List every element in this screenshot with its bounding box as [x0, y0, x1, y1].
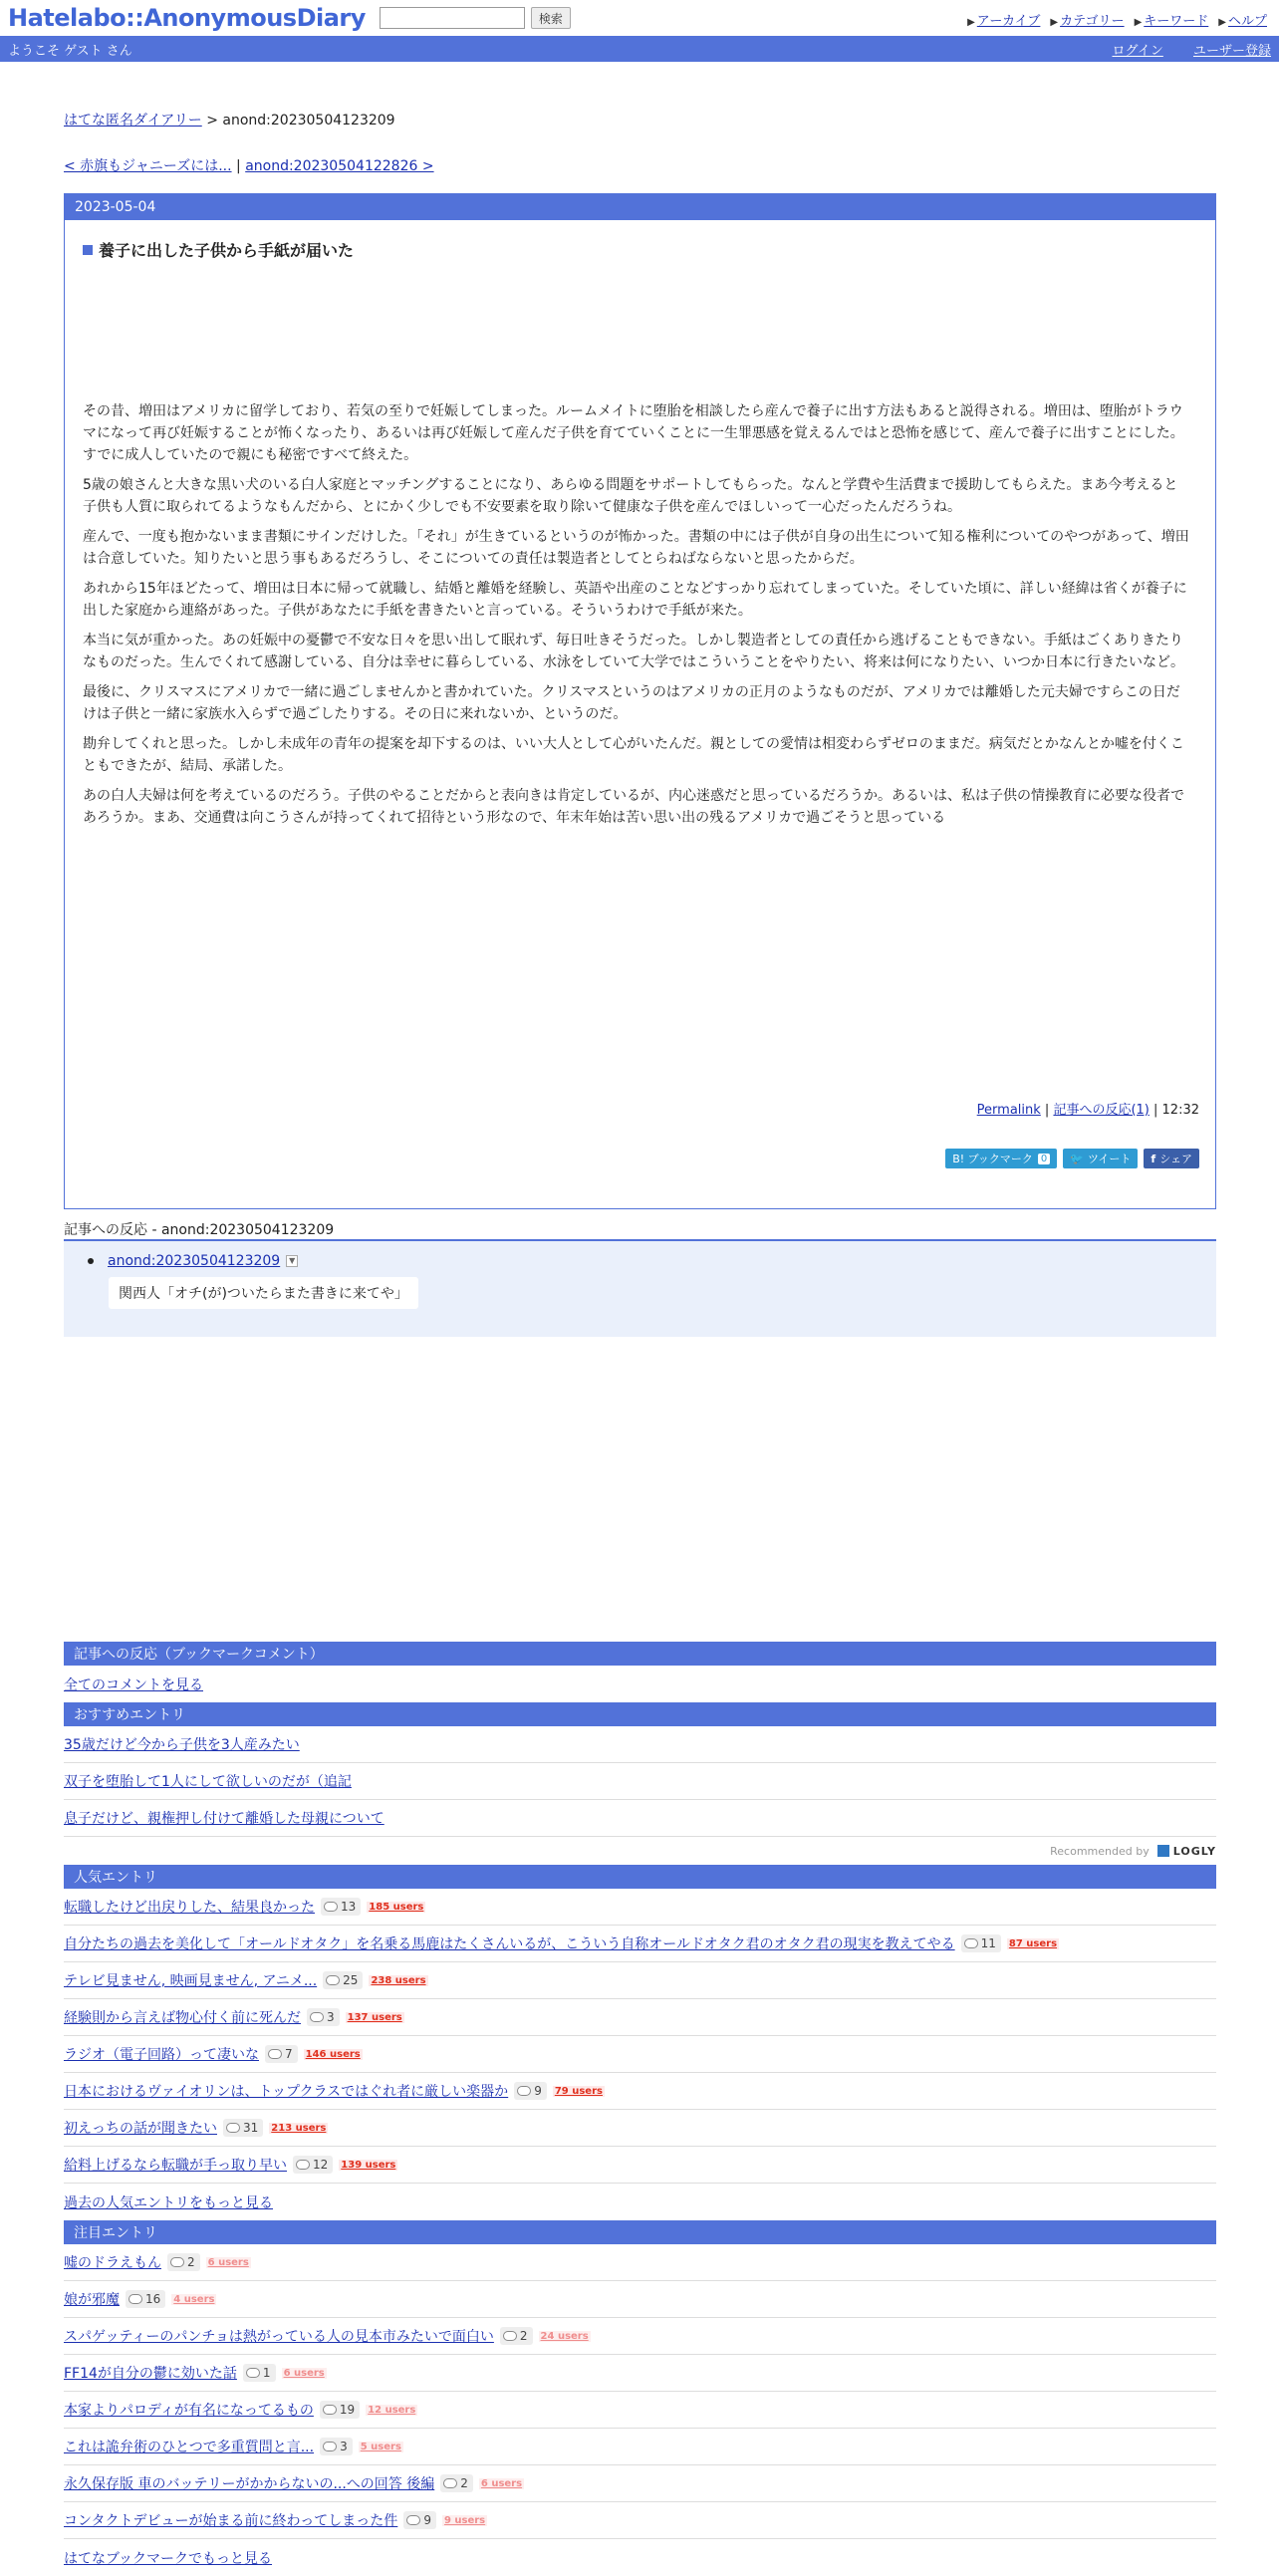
comment-count: 12	[313, 2158, 329, 2172]
notable-entry-link[interactable]: スパゲッティーのパンチョは熱がっている人の見本市みたいで面白い	[64, 2329, 494, 2345]
notable-list	[64, 2244, 1216, 2539]
comment-count: 13	[341, 1900, 357, 1914]
comment-count: 2	[519, 2329, 528, 2343]
comment-count-badge[interactable]	[167, 2253, 200, 2271]
bookmark-users-badge[interactable]: 12 users	[368, 2404, 416, 2416]
breadcrumb	[64, 110, 1216, 129]
bookmark-users-badge[interactable]: 9 users	[443, 2514, 486, 2526]
notable-item	[64, 2429, 1216, 2465]
entry-paragraph: 勘弁してくれと思った。しかし未成年の青年の提案を却下するのは、いい大人として心がいたんだ。親としての愛情は相変わらずゼロのままだ。病気だとかなんとか嘘を付くこともできたが、結局、承諾した。	[83, 736, 1184, 774]
breadcrumb-separator: >	[206, 113, 218, 129]
permalink-link[interactable]: Permalink	[976, 1103, 1041, 1118]
comment-count: 2	[187, 2255, 195, 2269]
speech-bubble-icon	[323, 2405, 337, 2415]
welcome-text: ようこそ ゲスト さん	[8, 43, 132, 59]
arrow-icon: ▶	[1134, 17, 1143, 28]
reactions-link[interactable]: 記事への反応(1)	[1053, 1103, 1150, 1118]
logly-text: LOGLY	[1172, 1844, 1216, 1858]
next-entry-link[interactable]: anond:20230504122826 >	[245, 158, 434, 174]
popular-entry-link[interactable]: 経験則から言えば物心付く前に死んだ	[64, 2010, 301, 2026]
bookmark-users-badge[interactable]: 24 users	[540, 2330, 589, 2342]
prev-entry-link[interactable]: < 赤旗もジャニーズには...	[64, 158, 232, 174]
nav-item-help[interactable]	[1218, 10, 1267, 29]
popular-entry-link[interactable]: 給料上げるなら転職が手っ取り早い	[64, 2158, 287, 2174]
bookmark-users-badge[interactable]: 6 users	[480, 2477, 523, 2489]
entry-title-text: 養子に出した子供から手紙が届いた	[99, 241, 355, 260]
chevron-down-icon[interactable]: ▼	[286, 1255, 298, 1267]
comment-count: 31	[243, 2121, 259, 2135]
bookmark-users-badge[interactable]: 213 users	[271, 2122, 327, 2134]
entry-paragraph: 本当に気が重かった。あの妊娠中の憂鬱で不安な日々を思い出して眠れず、毎日吐きそうだった。しかし製造者としての責任から逃げることもできない。手紙はごくありきたりなものだった。生んでくれて感謝している、自分は幸せに暮らしている、水泳をしていて大学ではこういうことをやりたい、将来は何になりたい、いつか日本に行きたいなど。	[83, 633, 1184, 670]
comment-count: 3	[340, 2440, 348, 2453]
entry-paragraph: その昔、増田はアメリカに留学しており、若気の至りで妊娠してしまった。ルームメイトに堕胎を相談したら産んで養子に出す方法もあると説得される。増田は、堕胎がトラウマになって再び妊娠することが怖くなったり、あるいは再び妊娠して産んだ子供を育てていくことに一生罪悪感を覚えるんではと恐怖を感じて、産んで養子に出すことにした。すでに成人していたので親にも秘密ですべて終えた。	[83, 403, 1184, 463]
comment-count-badge[interactable]	[440, 2474, 473, 2492]
entry-body	[83, 400, 1189, 829]
comment-count: 2	[460, 2476, 468, 2490]
comment-count-badge[interactable]	[265, 2045, 298, 2063]
entry-paragraph: あれから15年ほどたって、増田は日本に帰って就職し、結婚と離婚を経験し、英語や出産のことなどすっかり忘れてしまっていた。そしていた頃に、詳しい経緯は省くが養子に出した家庭から連絡があった。子供があなたに手紙を書きたいと言っている。そういうわけで手紙が来た。	[83, 581, 1187, 619]
comment-count: 9	[423, 2513, 431, 2527]
notable-entry-link[interactable]: 嘘のドラえもん	[64, 2255, 161, 2271]
entry-meta: Permalink | 記事への反応(1) | 12:32	[976, 1103, 1199, 1118]
reactions-heading: 記事への反応 - anond:20230504123209	[64, 1219, 1216, 1241]
main-content	[64, 110, 1216, 2576]
popular-entry-link[interactable]: 日本におけるヴァイオリンは、トップクラスではぐれ者に厳しい楽器か	[64, 2084, 509, 2100]
pager-separator: |	[236, 158, 241, 174]
recommended-item	[64, 1800, 1216, 1837]
comment-count-badge[interactable]	[223, 2119, 263, 2137]
bookmark-count: 0	[1038, 1154, 1050, 1164]
bookmark-comments-heading: 記事への反応（ブックマークコメント）	[64, 1642, 1216, 1666]
arrow-icon: ▶	[1050, 17, 1059, 28]
popular-item	[64, 2110, 1216, 2147]
reaction-item	[108, 1253, 1216, 1269]
popular-more-link[interactable]: 過去の人気エントリをもっと見る	[64, 2194, 273, 2211]
speech-bubble-icon	[268, 2049, 282, 2059]
notable-entry-link[interactable]: 娘が邪魔	[64, 2292, 120, 2308]
recommended-item	[64, 1763, 1216, 1800]
notable-entry-link[interactable]: 永久保存版 車のバッテリーがかからないの...への回答 後編	[64, 2476, 435, 2492]
notable-item	[64, 2502, 1216, 2539]
arrow-icon: ▶	[967, 17, 975, 28]
comment-count-badge[interactable]	[320, 2401, 360, 2419]
popular-entry-link[interactable]: 初えっちの話が聞きたい	[64, 2121, 217, 2137]
breadcrumb-current: anond:20230504123209	[222, 113, 395, 129]
pager	[64, 155, 1216, 175]
nav-link-help[interactable]: ヘルプ	[1227, 14, 1267, 29]
notable-heading: 注目エントリ	[64, 2220, 1216, 2244]
see-all-comments-row	[64, 1666, 1216, 1702]
popular-item	[64, 2073, 1216, 2110]
bookmark-button[interactable]	[945, 1149, 1057, 1168]
comment-count-badge[interactable]	[403, 2511, 436, 2529]
entry-permalink-square-icon[interactable]	[83, 245, 93, 255]
bookmark-users-badge[interactable]: 238 users	[371, 1974, 426, 1986]
bookmark-users-badge[interactable]: 5 users	[360, 2441, 401, 2452]
recommended-heading: おすすめエントリ	[64, 1702, 1216, 1726]
notable-entry-link[interactable]: 本家よりパロディが有名になってるもの	[64, 2403, 314, 2419]
bookmark-users-badge[interactable]: 139 users	[341, 2159, 396, 2171]
comment-count: 19	[339, 2403, 356, 2417]
speech-bubble-icon	[246, 2368, 260, 2378]
entry-title	[83, 238, 1215, 261]
recommended-credit	[64, 1837, 1216, 1865]
popular-entry-link[interactable]: ラジオ（電子回路）って凄いな	[64, 2047, 259, 2063]
reactions-list	[64, 1241, 1216, 1337]
comment-count-badge[interactable]	[500, 2327, 533, 2345]
comment-count: 1	[262, 2366, 271, 2380]
notable-entry-link[interactable]: FF14が自分の鬱に効いた話	[64, 2366, 237, 2382]
nav-link-keyword[interactable]: キーワード	[1144, 14, 1209, 29]
tweet-button[interactable]	[1063, 1149, 1138, 1168]
speech-bubble-icon	[323, 2442, 337, 2451]
speech-bubble-icon	[128, 2294, 142, 2304]
recommended-link[interactable]: 双子を堕胎して1人にして欲しいのだが（追記	[64, 1774, 352, 1790]
nav-link-archive[interactable]: アーカイブ	[976, 14, 1041, 29]
bookmark-users-badge[interactable]: 6 users	[207, 2256, 249, 2268]
notable-item	[64, 2355, 1216, 2392]
entry-box	[64, 193, 1216, 1209]
comment-count: 7	[285, 2047, 293, 2061]
notable-item	[64, 2281, 1216, 2318]
speech-bubble-icon	[406, 2515, 420, 2525]
speech-bubble-icon	[324, 1902, 338, 1912]
popular-item	[64, 1962, 1216, 1999]
notable-more-link[interactable]: はてなブックマークでもっと見る	[64, 2550, 273, 2567]
speech-bubble-icon	[503, 2331, 517, 2341]
bookmark-users-badge[interactable]: 4 users	[173, 2293, 215, 2305]
nav-item-category[interactable]	[1050, 10, 1124, 29]
comment-count-badge[interactable]	[323, 1971, 363, 1989]
breadcrumb-root[interactable]: はてな匿名ダイアリー	[64, 113, 202, 129]
comment-count: 11	[980, 1936, 996, 1950]
popular-entry-link[interactable]: 自分たちの過去を美化して「オールドオタク」を名乗る馬鹿はたくさんいるが、こういう自称オールドオタク君のオタク君の現実を教えてやる	[64, 1936, 955, 1952]
comment-count-badge[interactable]	[293, 2156, 333, 2174]
bookmark-users-badge[interactable]: 185 users	[369, 1901, 424, 1913]
bookmark-users-badge[interactable]: 87 users	[1008, 1937, 1058, 1949]
tweet-label: ツイート	[1087, 1153, 1132, 1165]
entry-time: 12:32	[1161, 1103, 1199, 1118]
speech-bubble-icon	[226, 2123, 240, 2133]
popular-list	[64, 1889, 1216, 2184]
search-input[interactable]	[380, 7, 525, 29]
popular-item	[64, 1999, 1216, 2036]
nav-link-category[interactable]: カテゴリー	[1060, 14, 1125, 29]
comment-count-badge[interactable]	[961, 1934, 1001, 1952]
bookmark-users-badge[interactable]: 6 users	[283, 2367, 325, 2379]
notable-entry-link[interactable]: これは詭弁術のひとつで多重質問と言...	[64, 2440, 315, 2455]
comment-count: 3	[327, 2010, 335, 2024]
notable-item	[64, 2244, 1216, 2281]
notable-item	[64, 2318, 1216, 2355]
register-link[interactable]: ユーザー登録	[1192, 43, 1271, 59]
bookmark-users-badge[interactable]: 79 users	[554, 2085, 603, 2097]
speech-bubble-icon	[170, 2257, 184, 2267]
speech-bubble-icon	[517, 2086, 531, 2096]
search-button[interactable]: 検索	[531, 7, 571, 29]
entry-paragraph: 最後に、クリスマスにアメリカで一緒に過ごしませんかと書かれていた。クリスマスというのはアメリカの正月のようなものだが、アメリカでは離婚した元夫婦ですらこの日だけは子供と一緒に家族水入らずで過ごしたりする。その日に来れないか、というのだ。	[83, 684, 1180, 722]
facebook-share-label: シェア	[1159, 1153, 1192, 1165]
ad-spacer	[64, 1337, 1216, 1642]
user-bar	[0, 36, 1279, 62]
popular-item	[64, 2147, 1216, 2184]
popular-item	[64, 1926, 1216, 1962]
popular-entry-link[interactable]: テレビ見ません, 映画見ません, アニメ...	[64, 1973, 318, 1989]
login-link[interactable]: ログイン	[1112, 43, 1163, 59]
notable-item	[64, 2392, 1216, 2429]
credit-text: Recommended by	[1050, 1844, 1150, 1858]
comment-count-badge[interactable]	[321, 1898, 361, 1916]
comment-count: 9	[534, 2084, 542, 2098]
speech-bubble-icon	[310, 2012, 324, 2022]
comment-count-badge[interactable]	[320, 2438, 353, 2455]
comment-count: 25	[343, 1973, 359, 1987]
speech-bubble-icon	[443, 2478, 457, 2488]
see-all-comments-link[interactable]: 全てのコメントを見る	[64, 1676, 203, 1693]
bookmark-label: B! ブックマーク	[952, 1153, 1033, 1165]
recommended-item	[64, 1726, 1216, 1763]
entry-date: 2023-05-04	[65, 194, 1215, 220]
logly-logo[interactable]	[1157, 1845, 1216, 1858]
facebook-share-button[interactable]	[1144, 1149, 1199, 1168]
speech-bubble-icon	[964, 1938, 978, 1948]
entry-paragraph: 5歳の娘さんと大きな黒い犬のいる白人家庭とマッチングすることになり、あらゆる問題をサポートしてもらった。なんと学費や生活費まで援助してもらえた。まあ今考えると子供も人質に取られてるようなもんだから、とにかく少しでも不安要素を取り除いて健康な子供を産んでほしいって一心だったんだろうね。	[83, 477, 1178, 515]
popular-heading: 人気エントリ	[64, 1865, 1216, 1889]
reaction-quote: 関西人「オチ(が)ついたらまた書きに来てや」	[109, 1277, 418, 1309]
top-nav	[967, 10, 1267, 29]
twitter-bird-icon: 🐦	[1070, 1152, 1084, 1165]
bookmark-users-badge[interactable]: 146 users	[305, 2048, 361, 2060]
comment-count-badge[interactable]	[307, 2008, 340, 2026]
share-buttons	[945, 1149, 1199, 1168]
facebook-icon: f	[1151, 1152, 1156, 1165]
nav-item-keyword[interactable]	[1135, 10, 1209, 29]
entry-paragraph: あの白人夫婦は何を考えているのだろう。子供のやることだからと表向きは肯定しているが、内心迷惑だと思っているだろうか。あるいは、私は子供の情操教育に必要な役者であろうか。まあ、交通費は向こうさんが持ってくれて招待という形なので、年末年始は苦い思い出の残るアメリカで過ごそうと思っている	[83, 788, 1184, 826]
recommended-list	[64, 1726, 1216, 1837]
arrow-icon: ▶	[1218, 17, 1226, 28]
comment-count: 16	[145, 2292, 161, 2306]
popular-item	[64, 1889, 1216, 1926]
recommended-link[interactable]: 息子だけど、親権押し付けて離婚した母親について	[64, 1811, 384, 1827]
site-logo[interactable]: Hatelabo::AnonymousDiary	[8, 4, 366, 32]
notable-entry-link[interactable]: コンタクトデビューが始まる前に終わってしまった件	[64, 2513, 398, 2529]
recommended-link[interactable]: 35歳だけど今から子供を3人産みたい	[64, 1737, 300, 1753]
popular-entry-link[interactable]: 転職したけど出戻りした、結果良かった	[64, 1900, 315, 1916]
bookmark-users-badge[interactable]: 137 users	[347, 2011, 402, 2023]
speech-bubble-icon	[326, 1975, 340, 1985]
nav-item-archive[interactable]	[967, 10, 1040, 29]
popular-more-row	[64, 2184, 1216, 2220]
comment-count-badge[interactable]	[514, 2082, 547, 2100]
popular-item	[64, 2036, 1216, 2073]
reaction-link[interactable]: anond:20230504123209	[108, 1253, 281, 1269]
comment-count-badge[interactable]	[126, 2290, 165, 2308]
speech-bubble-icon	[296, 2160, 310, 2170]
logly-icon	[1157, 1845, 1169, 1857]
top-bar	[0, 0, 1279, 36]
entry-paragraph: 産んで、一度も抱かないまま書類にサインだけした。「それ」が生きているというのが怖かった。書類の中には子供が自身の出生について知る権利についてのやつがあって、増田は合意していた。知りたいと思う事もあるだろうし、そこについての責任は製造者としてとらねばならないと思ったからだ。	[83, 529, 1189, 567]
notable-item	[64, 2465, 1216, 2502]
comment-count-badge[interactable]	[243, 2364, 276, 2382]
